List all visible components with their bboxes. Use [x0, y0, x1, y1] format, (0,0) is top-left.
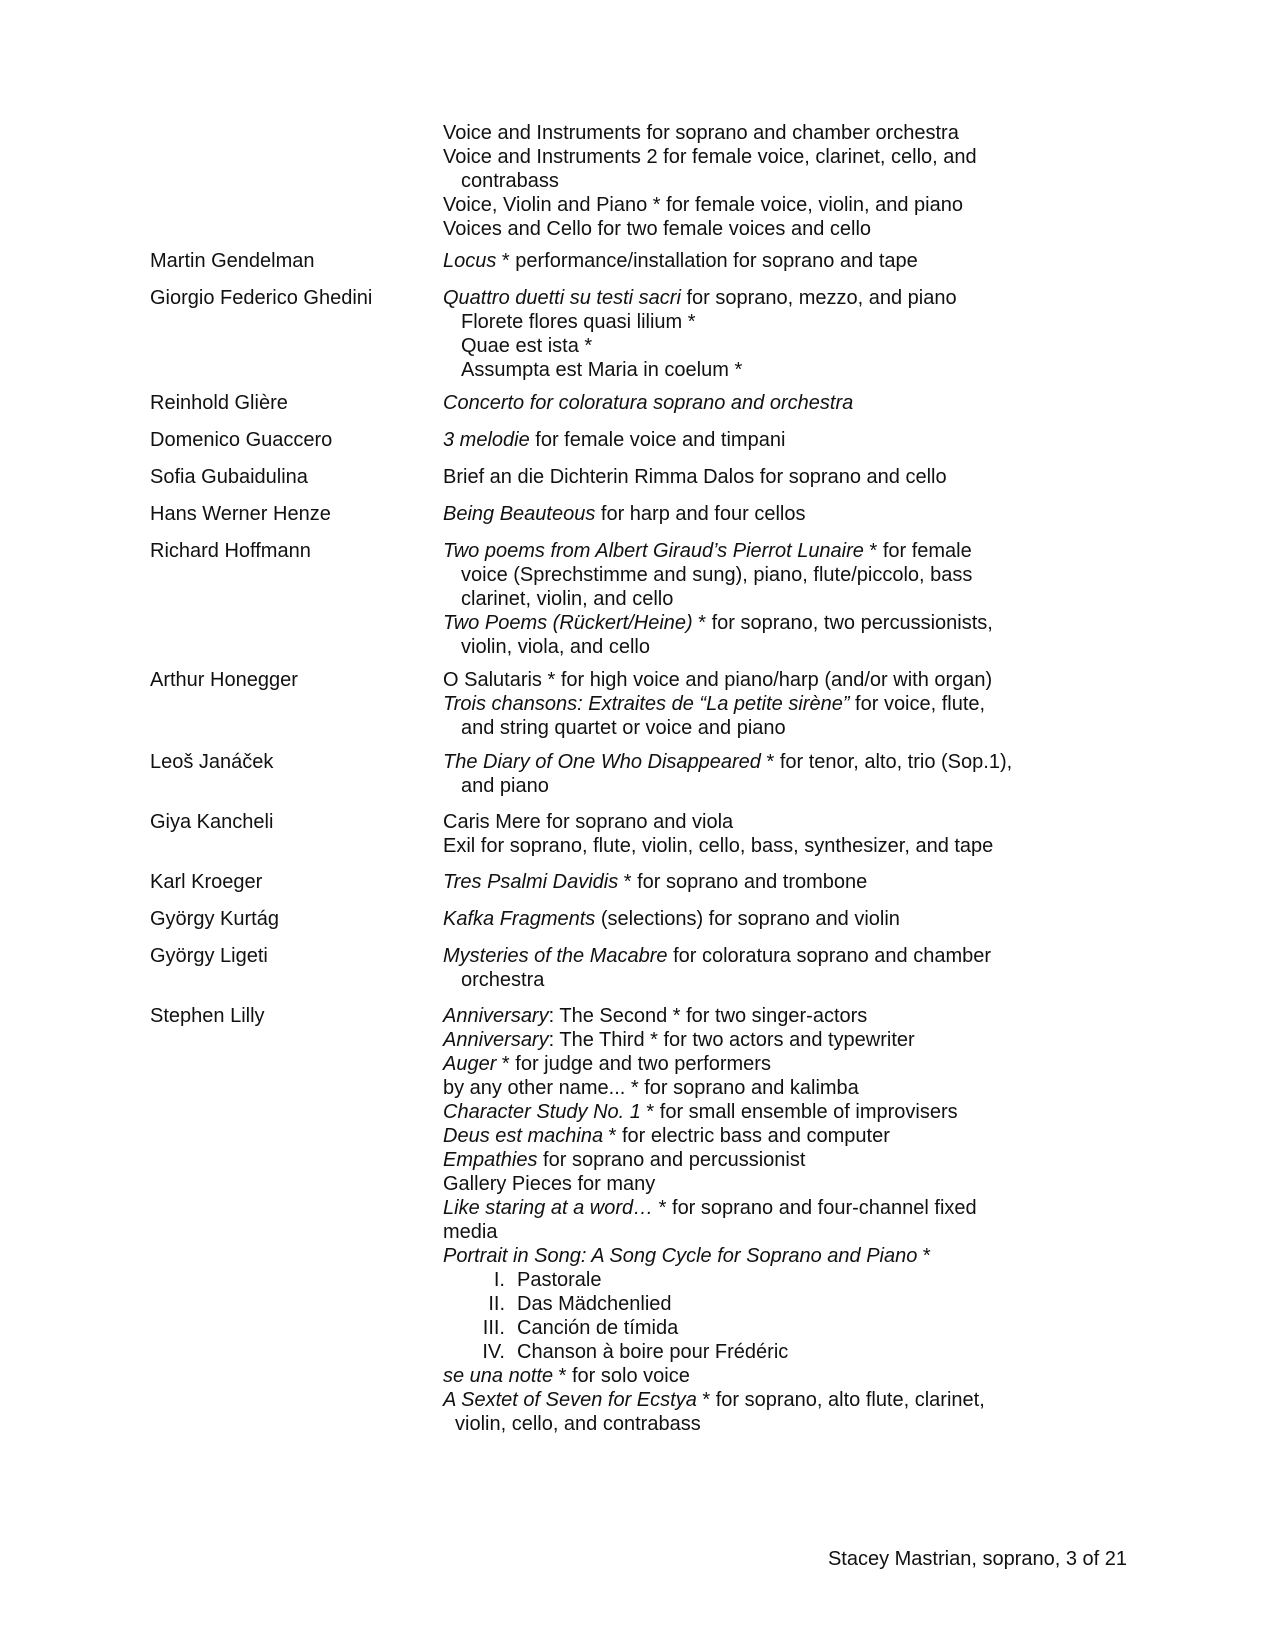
sub-item: Florete flores quasi lilium * [461, 311, 696, 333]
work-item: Caris Mere for soprano and viola [443, 811, 734, 833]
composer-name: György Ligeti [150, 945, 268, 967]
work-item: by any other name... * for soprano and kalimba [443, 1077, 859, 1099]
work-item: Portrait in Song: A Song Cycle for Soprano and Piano * [443, 1245, 931, 1267]
work-item: Brief an die Dichterin Rimma Dalos for soprano and cello [443, 466, 947, 488]
work-item: Concerto for coloratura soprano and orchestra [443, 392, 854, 414]
composer-name: Hans Werner Henze [150, 503, 331, 525]
work-item: Voice and Instruments for soprano and chamber orchestra [443, 122, 959, 144]
work-item: Trois chansons: Extraites de “La petite sirène” for voice, flute, [443, 693, 986, 715]
work-item: Mysteries of the Macabre for coloratura soprano and chamber [443, 945, 992, 967]
work-item: Kafka Fragments (selections) for soprano and violin [443, 908, 900, 930]
composer-name: Reinhold Glière [150, 392, 288, 414]
work-item: Auger * for judge and two performers [443, 1053, 771, 1075]
works-list [443, 907, 1163, 931]
works-list [443, 668, 1163, 740]
work-item: Voice and Instruments 2 for female voice, clarinet, cello, and [443, 146, 977, 168]
work-continuation: violin, cello, and contrabass [455, 1413, 701, 1435]
work-item: Locus * performance/installation for soprano and tape [443, 250, 918, 272]
works-list [443, 944, 1163, 992]
composer-name: Giya Kancheli [150, 811, 274, 833]
work-item: A Sextet of Seven for Ecstya * for soprano, alto flute, clarinet, [443, 1389, 985, 1411]
work-item: Character Study No. 1 * for small ensemble of improvisers [443, 1101, 958, 1123]
composer-name: Karl Kroeger [150, 871, 263, 893]
composer-name: Arthur Honegger [150, 669, 298, 691]
work-continuation: violin, viola, and cello [461, 636, 650, 658]
composer-name: Domenico Guaccero [150, 429, 333, 451]
works-list [443, 465, 1163, 489]
composer-name: Sofia Gubaidulina [150, 466, 308, 488]
page-footer: Stacey Mastrian, soprano, 3 of 21 [827, 1548, 1127, 1570]
work-continuation: orchestra [461, 969, 545, 991]
works-list [443, 750, 1163, 798]
work-item: Exil for soprano, flute, violin, cello, bass, synthesizer, and tape [443, 835, 994, 857]
works-list [443, 121, 1163, 241]
work-item: Two Poems (Rückert/Heine) * for soprano, two percussionists, [443, 612, 993, 634]
work-item: The Diary of One Who Disappeared * for tenor, alto, trio (Sop.1), [443, 751, 1013, 773]
works-list [443, 1004, 1163, 1436]
works-list [443, 502, 1163, 526]
composer-name: Leoš Janáček [150, 751, 274, 773]
work-item: se una notte * for solo voice [443, 1365, 690, 1387]
movement-item: IV. Chanson à boire pour Frédéric [482, 1341, 789, 1363]
composer-name: Giorgio Federico Ghedini [150, 287, 373, 309]
work-continuation: and piano [461, 775, 549, 797]
composer-name: Martin Gendelman [150, 250, 315, 272]
sub-item: Quae est ista * [461, 335, 593, 357]
work-item: Voices and Cello for two female voices and cello [443, 218, 872, 240]
work-item: Empathies for soprano and percussionist [443, 1149, 806, 1171]
works-list [443, 249, 1163, 273]
work-item: Quattro duetti su testi sacri for soprano, mezzo, and piano [443, 287, 957, 309]
works-list [443, 391, 1163, 415]
work-continuation: voice (Sprechstimme and sung), piano, flute/piccolo, bass [461, 564, 973, 586]
works-list [443, 539, 1163, 659]
works-list [443, 810, 1163, 858]
work-item: 3 melodie for female voice and timpani [443, 429, 786, 451]
movement-item: III. Canción de tímida [482, 1317, 679, 1339]
work-continuation: and string quartet or voice and piano [461, 717, 786, 739]
work-continuation: media [443, 1221, 498, 1243]
work-continuation: contrabass [461, 170, 559, 192]
work-item: Two poems from Albert Giraud’s Pierrot Lunaire * for female [443, 540, 972, 562]
sub-item: Assumpta est Maria in coelum * [461, 359, 743, 381]
work-item: Anniversary: The Second * for two singer-actors [443, 1005, 868, 1027]
composer-name: Richard Hoffmann [150, 540, 311, 562]
composer-name: György Kurtág [150, 908, 279, 930]
work-item: Tres Psalmi Davidis * for soprano and trombone [443, 871, 868, 893]
works-list [443, 428, 1163, 452]
work-item: Being Beauteous for harp and four cellos [443, 503, 806, 525]
work-item: Deus est machina * for electric bass and computer [443, 1125, 890, 1147]
work-item: O Salutaris * for high voice and piano/harp (and/or with organ) [443, 669, 993, 691]
work-item: Gallery Pieces for many [443, 1173, 656, 1195]
works-list [443, 286, 1163, 382]
work-continuation: clarinet, violin, and cello [461, 588, 674, 610]
work-item: Like staring at a word… * for soprano and four-channel fixed [443, 1197, 977, 1219]
works-list [443, 870, 1163, 894]
movement-item: II. Das Mädchenlied [488, 1293, 672, 1315]
work-item: Voice, Violin and Piano * for female voice, violin, and piano [443, 194, 963, 216]
work-item: Anniversary: The Third * for two actors and typewriter [443, 1029, 915, 1051]
movement-item: I. Pastorale [493, 1269, 602, 1291]
composer-name: Stephen Lilly [150, 1005, 265, 1027]
